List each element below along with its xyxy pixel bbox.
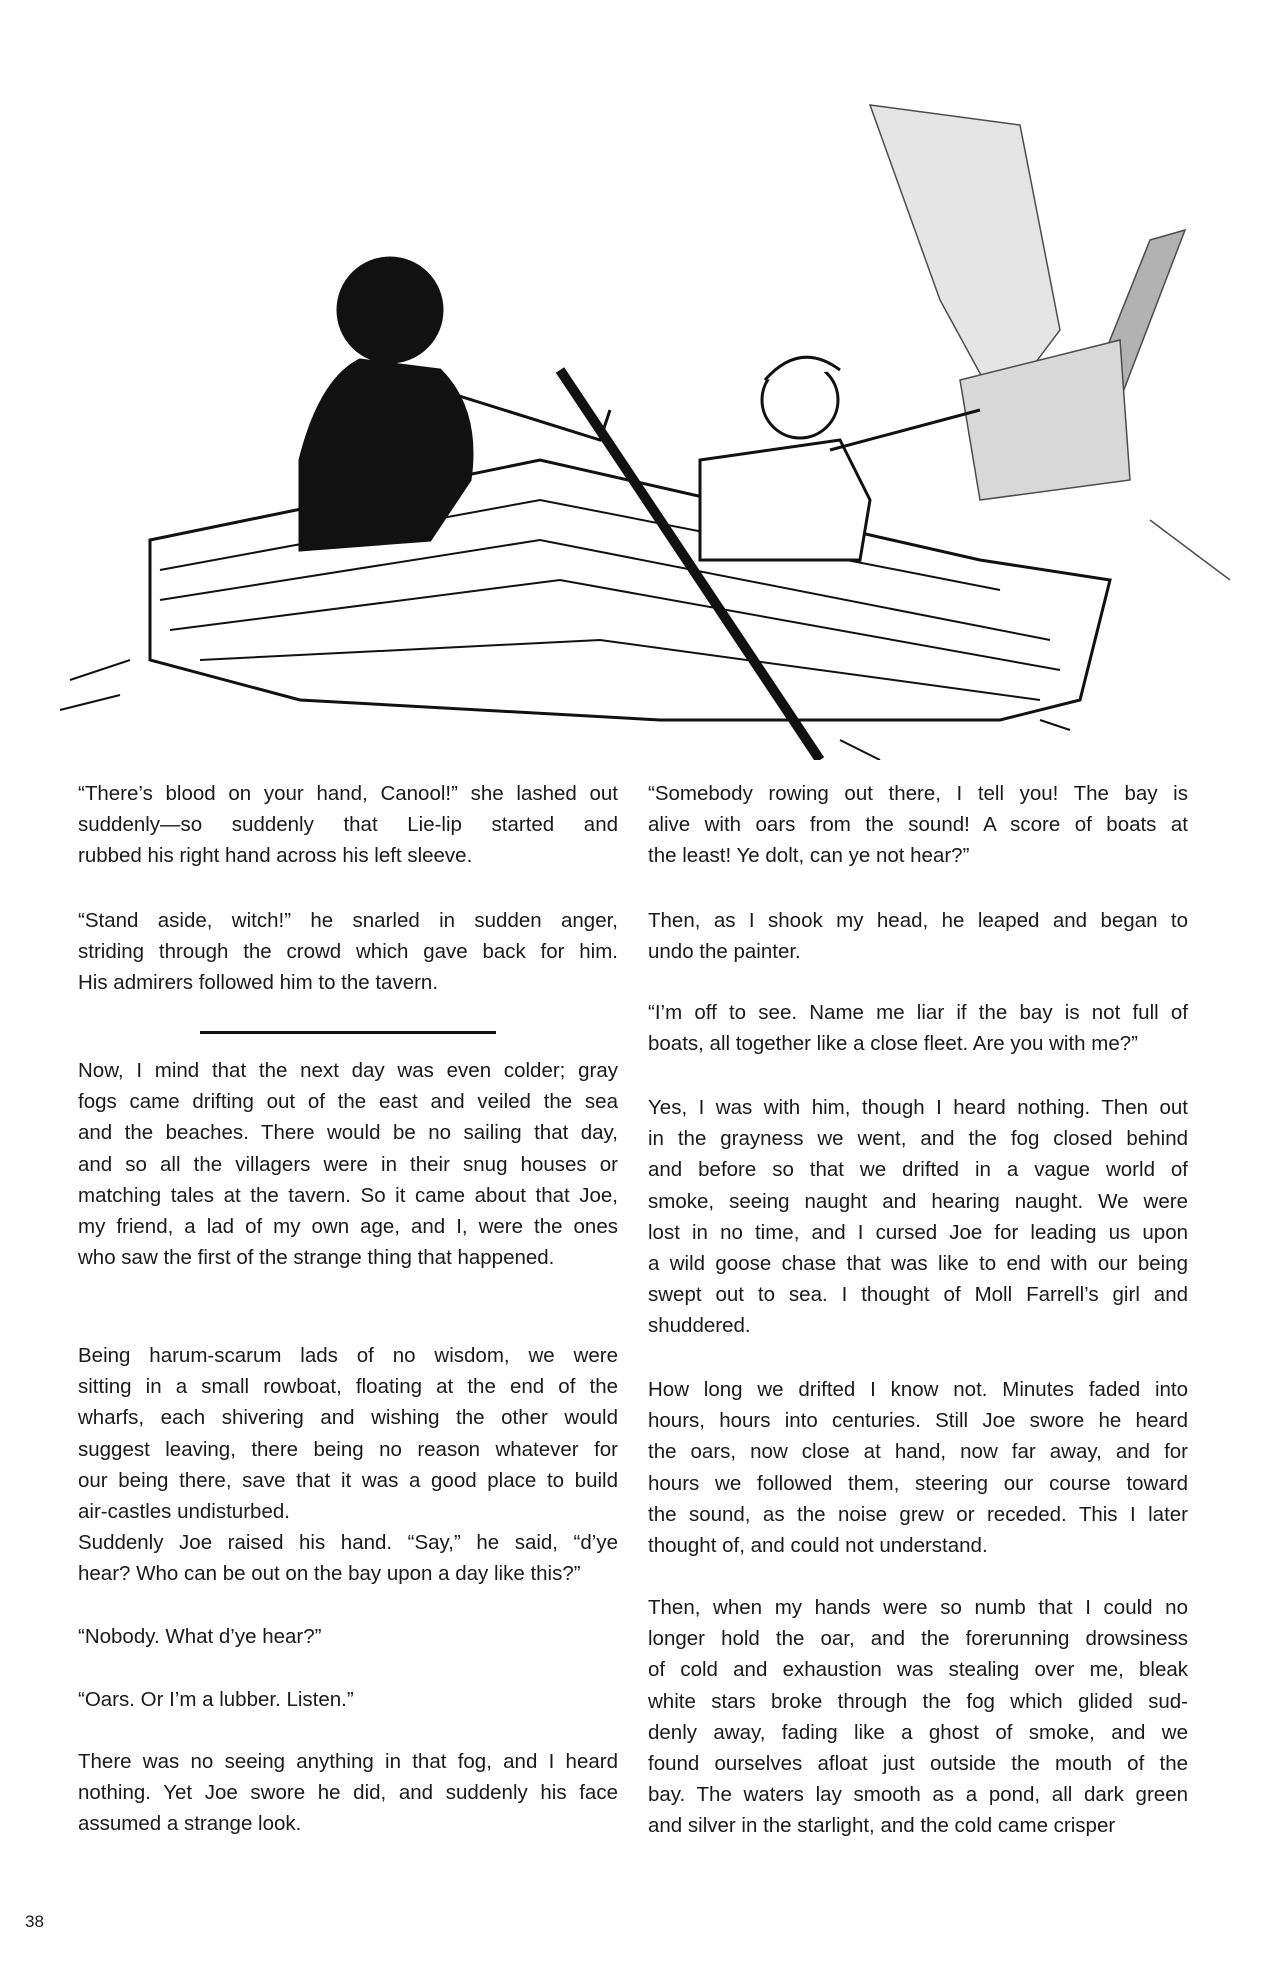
paragraph: [78, 1055, 618, 1273]
paragraph: [78, 778, 618, 872]
text-line: thought of, and could not understand.: [648, 1534, 988, 1558]
page-number: 38: [25, 1912, 44, 1931]
text-line: There was no seeing anything in that fog, and I heard: [78, 1750, 618, 1773]
text-line: “There’s blood on your hand, Canool!” she lashed out: [78, 782, 618, 805]
boy-pointing: [700, 357, 980, 560]
paragraph: [648, 1592, 1188, 1842]
text-line: hours, hours into centuries. Still Joe swore he heard: [648, 1409, 1188, 1433]
text-line: hear? Who can be out on the bay upon a day like this?”: [78, 1562, 581, 1586]
paragraph: [648, 1374, 1188, 1561]
text-line: “Stand aside, witch!” he snarled in sudden anger,: [78, 909, 618, 932]
text-line: His admirers followed him to the tavern.: [78, 971, 439, 995]
text-line: and the beaches. There would be no sailing that day,: [78, 1121, 618, 1145]
text-line: the least! Ye dolt, can ye not hear?”: [648, 844, 970, 868]
text-line: assumed a strange look.: [78, 1812, 302, 1836]
rowboat-illustration: [0, 80, 1280, 760]
text-line: wharfs, each shivering and wishing the other would: [78, 1406, 618, 1430]
paragraph: [648, 1092, 1188, 1342]
text-line: my friend, a lad of my own age, and I, were the ones: [78, 1215, 618, 1239]
text-line: Being harum-scarum lads of no wisdom, we were: [78, 1344, 618, 1367]
text-line: the sound, as the noise grew or receded. This I later: [648, 1502, 1188, 1526]
text-line: Now, I mind that the next day was even colder; gray: [78, 1059, 618, 1082]
paragraph: [648, 905, 1188, 967]
text-line: undo the painter.: [648, 940, 801, 964]
ghost-ship: [870, 105, 1230, 580]
text-line: Then, when my hands were so numb that I could no: [648, 1596, 1188, 1619]
text-line: hours we followed them, steering our course toward: [648, 1471, 1188, 1495]
paragraph: [78, 1746, 618, 1840]
text-line: lost in no time, and I cursed Joe for leading us upon: [648, 1220, 1188, 1244]
paragraph: [78, 1527, 618, 1589]
text-line: nothing. Yet Joe swore he did, and suddenly his face: [78, 1781, 618, 1805]
text-line: Yes, I was with him, though I heard nothing. Then out: [648, 1096, 1188, 1119]
text-line: suddenly—so suddenly that Lie-lip started and: [78, 813, 618, 837]
text-line: “Nobody. What d’ye hear?”: [78, 1625, 322, 1648]
text-line: alive with oars from the sound! A score of boats at: [648, 813, 1188, 837]
text-line: striding through the crowd which gave back for him.: [78, 940, 618, 964]
text-line: “Oars. Or I’m a lubber. Listen.”: [78, 1688, 354, 1711]
text-line: a wild goose chase that was like to end with our being: [648, 1252, 1188, 1276]
text-line: shuddered.: [648, 1314, 751, 1338]
paragraph: [648, 778, 1188, 872]
boat-hull: [150, 460, 1110, 720]
text-line: Suddenly Joe raised his hand. “Say,” he said, “d’ye: [78, 1531, 618, 1554]
text-line: smoke, seeing naught and hearing naught. We were: [648, 1189, 1188, 1213]
text-line: white stars broke through the fog which glided sud-: [648, 1689, 1188, 1713]
paragraph: [78, 905, 618, 999]
text-line: our being there, save that it was a good place to build: [78, 1468, 618, 1492]
text-line: rubbed his right hand across his left sleeve.: [78, 844, 473, 868]
section-divider: [200, 1031, 496, 1034]
text-line: the oars, now close at hand, now far away, and for: [648, 1440, 1188, 1464]
text-line: denly away, fading like a ghost of smoke, and we: [648, 1720, 1188, 1744]
text-line: bay. The waters lay smooth as a pond, all dark green: [648, 1783, 1188, 1807]
paragraph: [78, 1340, 618, 1527]
text-line: “Somebody rowing out there, I tell you! The bay is: [648, 782, 1188, 805]
text-line: and so all the villagers were in their snug houses or: [78, 1152, 618, 1176]
text-line: in the grayness we went, and the fog closed behind: [648, 1127, 1188, 1151]
text-line: suggest leaving, there being no reason whatever for: [78, 1437, 618, 1461]
text-line: “I’m off to see. Name me liar if the bay is not full of: [648, 1001, 1188, 1024]
text-line: How long we drifted I know not. Minutes faded into: [648, 1378, 1188, 1401]
paragraph: [648, 997, 1188, 1059]
text-line: of cold and exhaustion was stealing over me, bleak: [648, 1658, 1188, 1682]
text-line: and silver in the starlight, and the cold came crisper: [648, 1814, 1116, 1838]
text-line: longer hold the oar, and the forerunning drowsiness: [648, 1627, 1188, 1651]
text-line: and before so that we drifted in a vague world of: [648, 1158, 1188, 1182]
text-line: fogs came drifting out of the east and veiled the sea: [78, 1090, 618, 1114]
text-line: who saw the first of the strange thing that happened.: [78, 1246, 555, 1270]
text-line: sitting in a small rowboat, floating at the end of the: [78, 1375, 618, 1399]
text-line: found ourselves afloat just outside the mouth of the: [648, 1752, 1188, 1776]
paragraph: [78, 1684, 618, 1715]
text-line: Then, as I shook my head, he leaped and began to: [648, 909, 1188, 932]
text-line: boats, all together like a close fleet. Are you with me?”: [648, 1032, 1138, 1056]
text-line: air-castles undisturbed.: [78, 1500, 290, 1524]
text-line: swept out to sea. I thought of Moll Farrell’s girl and: [648, 1283, 1188, 1307]
text-line: matching tales at the tavern. So it came about that Joe,: [78, 1183, 618, 1207]
paragraph: [78, 1621, 618, 1652]
